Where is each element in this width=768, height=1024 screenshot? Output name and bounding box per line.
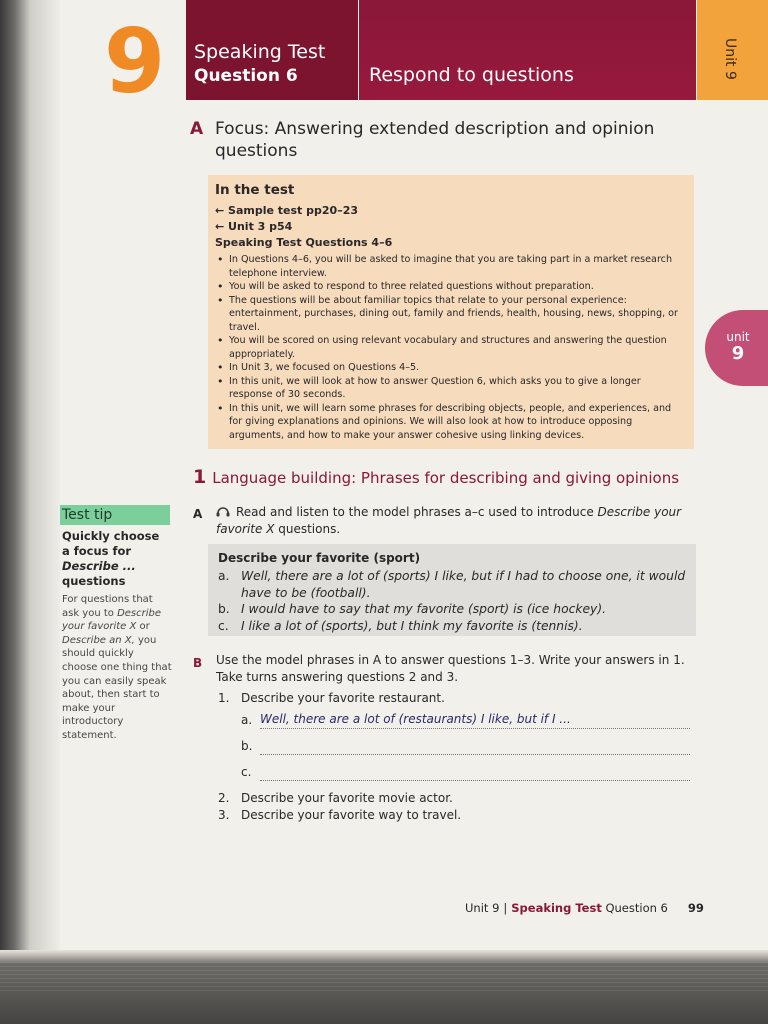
header-unit-tab xyxy=(697,0,768,100)
reference-unit-3: ← Unit 3 p54 xyxy=(215,220,293,233)
answer-b-label: b. xyxy=(241,739,253,753)
answer-c-label: c. xyxy=(241,765,252,779)
page-number: 99 xyxy=(687,901,704,915)
unit-number: 9 xyxy=(104,10,166,113)
part-a-text: Read and listen to the model phrases a–c used to introduce xyxy=(236,505,598,519)
list-item: • In this unit, we will look at how to answer Question 6, which asks you to give a longer response of 30 seconds. xyxy=(215,375,684,402)
side-unit-label: unit xyxy=(726,330,750,344)
model-phrase xyxy=(218,618,696,635)
header-unit-tab-label: Unit 9 xyxy=(722,38,738,80)
test-tip-text: Describe your favorite X xyxy=(62,607,162,633)
answer-a-label: a. xyxy=(241,713,253,727)
model-phrase-label: b. xyxy=(218,602,230,616)
page-footer xyxy=(465,900,705,916)
test-tip-text: For questions that ask you to xyxy=(62,594,153,619)
section-a-letter: A xyxy=(190,119,204,139)
test-tip-title xyxy=(62,529,172,589)
footer-separator: | xyxy=(503,901,508,915)
in-the-test-list xyxy=(215,253,684,442)
section-a-heading xyxy=(190,118,690,162)
part-b-letter: B xyxy=(193,656,203,670)
list-item: • You will be scored on using relevant vocabulary and structures and answering the question appropriately. xyxy=(215,334,684,361)
question-3-text: Describe your favorite way to travel. xyxy=(241,808,462,822)
in-the-test-box xyxy=(208,175,694,449)
answer-c-field[interactable] xyxy=(260,763,690,781)
book-spine-shadow xyxy=(0,0,60,1024)
part-a-text: questions. xyxy=(274,522,341,536)
test-tip-title-line: a focus for xyxy=(62,544,132,558)
headphones-icon[interactable] xyxy=(216,505,230,515)
test-tip-title-line: Quickly choose xyxy=(62,529,160,543)
test-tip-label: Test tip xyxy=(60,505,170,525)
list-item: • You will be asked to respond to three related questions without preparation. xyxy=(215,280,684,294)
model-phrase-label: c. xyxy=(218,618,229,633)
part-a-letter: A xyxy=(193,507,203,521)
section-1-heading xyxy=(193,466,713,489)
header-title: Respond to questions xyxy=(359,0,696,100)
test-tip-title-line: Describe ... xyxy=(62,559,136,573)
question-3-number: 3. xyxy=(218,808,230,822)
footer-unit: Unit 9 xyxy=(465,901,500,915)
list-item: • In Unit 3, we focused on Questions 4–5. xyxy=(215,361,684,375)
list-item: • In Questions 4–6, you will be asked to imagine that you are taking part in a market research telephone interview. xyxy=(215,253,684,280)
question-1-number: 1. xyxy=(218,691,230,705)
side-unit-tab xyxy=(705,310,768,386)
model-phrase-text: I like a lot of (sports), but I think my favorite is (tennis). xyxy=(241,618,583,633)
header-test-name: Speaking Test xyxy=(194,41,326,63)
answer-b-field[interactable] xyxy=(260,737,690,755)
model-phrase-text: Well, there are a lot of (sports) I like, but if I had to choose one, it would have to be (football). xyxy=(241,569,686,600)
reference-questions: Speaking Test Questions 4–6 xyxy=(215,236,393,249)
in-the-test-heading: In the test xyxy=(215,182,295,198)
header-test-block xyxy=(186,0,358,100)
reference-sample-test: ← Sample test pp20–23 xyxy=(215,204,359,217)
question-2-text: Describe your favorite movie actor. xyxy=(241,791,453,805)
section-1-number: 1 xyxy=(193,466,207,488)
side-unit-number: 9 xyxy=(731,343,745,364)
test-tip-text: Describe an X, xyxy=(62,634,135,646)
part-a-instructions xyxy=(216,504,694,538)
question-1-text: Describe your favorite restaurant. xyxy=(241,691,445,705)
answer-a-field[interactable]: Well, there are a lot of (restaurants) I like, but if I ... xyxy=(260,711,690,729)
part-a-text: Describe your favorite X xyxy=(216,505,682,536)
test-tip-body xyxy=(62,593,172,743)
page-stack-lines xyxy=(0,962,768,992)
model-phrases-heading: Describe your favorite (sport) xyxy=(218,551,421,565)
question-2-number: 2. xyxy=(218,791,230,805)
model-phrases-box xyxy=(208,544,696,636)
model-phrase-text: I would have to say that my favorite (sport) is (ice hockey). xyxy=(241,602,607,616)
section-1-title: Language building: Phrases for describing and giving opinions xyxy=(212,469,680,487)
list-item: • The questions will be about familiar topics that relate to your personal experience: entertainment, purchases, dining out, family and friends, health, housing, news, shopping, or travel. xyxy=(215,294,684,335)
footer-section: Speaking Test xyxy=(511,901,602,915)
test-tip-text: you should quickly choose one thing that you can easily speak about, then start to make your introductory statement. xyxy=(62,634,172,741)
section-a-title: Focus: Answering extended description and opinion questions xyxy=(215,119,655,161)
model-phrase-label: a. xyxy=(218,569,230,583)
model-phrase xyxy=(218,568,696,601)
test-tip-text: or xyxy=(136,621,150,633)
header-question: Question 6 xyxy=(194,66,298,86)
model-phrase xyxy=(218,601,696,618)
footer-question: Question 6 xyxy=(605,901,668,915)
list-item: • In this unit, we will learn some phrases for describing objects, people, and experiences, and for giving explanations and opinions. We will also look at how to introduce opposing arguments, and how to make your answer cohesive using linking devices. xyxy=(215,402,684,443)
part-b-instructions: Use the model phrases in A to answer questions 1–3. Write your answers in 1. Take turns answering questions 2 and 3. xyxy=(216,653,685,684)
test-tip-title-line: questions xyxy=(62,574,126,588)
